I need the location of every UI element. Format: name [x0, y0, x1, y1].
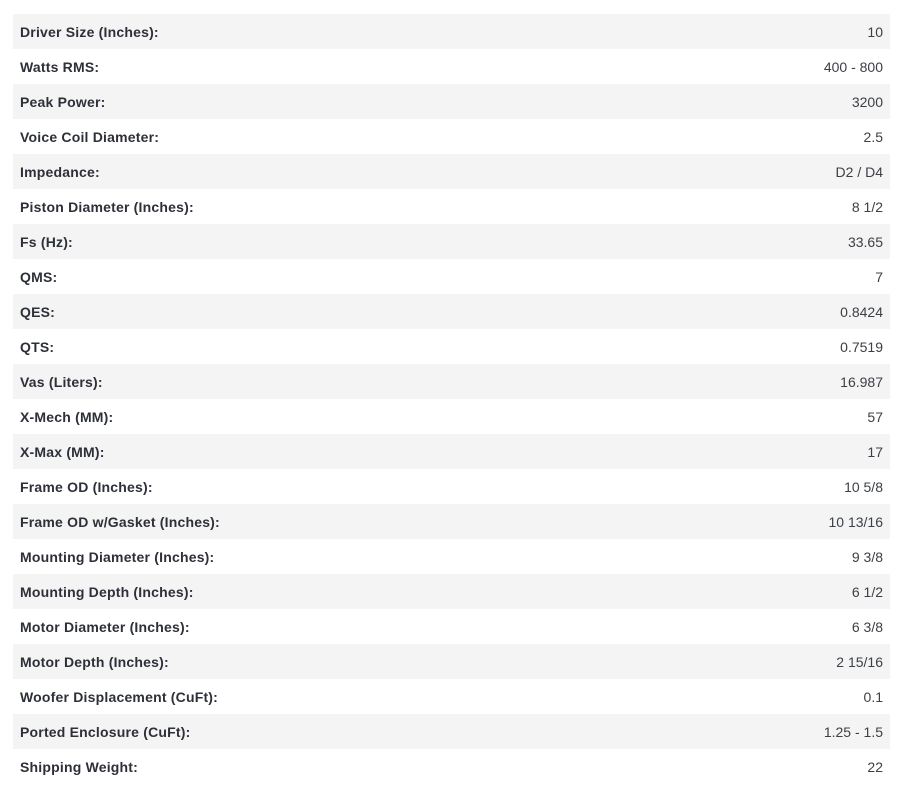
spec-label: QES: [20, 303, 56, 320]
spec-label: Driver Size (Inches): [20, 23, 159, 40]
spec-row-18 [13, 609, 890, 644]
spec-value: 57 [867, 408, 883, 425]
spec-row-2 [13, 49, 890, 84]
spec-label: X-Mech (MM): [20, 408, 114, 425]
spec-row-13 [13, 434, 890, 469]
spec-row-12 [13, 399, 890, 434]
spec-value: 0.8424 [840, 303, 883, 320]
spec-row-14 [13, 469, 890, 504]
spec-row-11 [13, 364, 890, 399]
spec-label: Motor Depth (Inches): [20, 653, 169, 670]
spec-label: Ported Enclosure (CuFt): [20, 723, 191, 740]
spec-row-17 [13, 574, 890, 609]
spec-value: D2 / D4 [835, 163, 883, 180]
spec-label: Piston Diameter (Inches): [20, 198, 194, 215]
spec-row-19 [13, 644, 890, 679]
spec-row-22 [13, 749, 890, 784]
spec-row-8 [13, 259, 890, 294]
spec-label: Voice Coil Diameter: [20, 128, 160, 145]
spec-row-9 [13, 294, 890, 329]
spec-label: Fs (Hz): [20, 233, 73, 250]
spec-value: 1.25 - 1.5 [823, 723, 883, 740]
spec-label: X-Max (MM): [20, 443, 105, 460]
spec-row-16 [13, 539, 890, 574]
spec-row-5 [13, 154, 890, 189]
spec-value: 2 15/16 [836, 653, 883, 670]
spec-value: 3200 [851, 93, 883, 110]
spec-row-21 [13, 714, 890, 749]
spec-label: Peak Power: [20, 93, 106, 110]
spec-value: 22 [867, 758, 883, 775]
spec-value: 6 3/8 [851, 618, 883, 635]
spec-label: Mounting Diameter (Inches): [20, 548, 215, 565]
spec-value: 400 - 800 [823, 58, 883, 75]
specifications-table [13, 14, 890, 784]
spec-row-15 [13, 504, 890, 539]
spec-row-7 [13, 224, 890, 259]
spec-value: 33.65 [847, 233, 883, 250]
spec-row-3 [13, 84, 890, 119]
spec-value: 17 [867, 443, 883, 460]
spec-value: 9 3/8 [851, 548, 883, 565]
spec-label: Frame OD w/Gasket (Inches): [20, 513, 220, 530]
spec-label: Vas (Liters): [20, 373, 103, 390]
spec-label: Impedance: [20, 163, 100, 180]
spec-label: Woofer Displacement (CuFt): [20, 688, 219, 705]
spec-label: QTS: [20, 338, 55, 355]
spec-value: 7 [875, 268, 883, 285]
spec-value: 6 1/2 [851, 583, 883, 600]
spec-value: 10 [867, 23, 883, 40]
spec-value: 8 1/2 [851, 198, 883, 215]
spec-row-4 [13, 119, 890, 154]
spec-label: Mounting Depth (Inches): [20, 583, 194, 600]
spec-value: 0.1 [863, 688, 883, 705]
spec-value: 16.987 [840, 373, 883, 390]
spec-row-20 [13, 679, 890, 714]
spec-row-10 [13, 329, 890, 364]
spec-label: Shipping Weight: [20, 758, 139, 775]
spec-label: Motor Diameter (Inches): [20, 618, 190, 635]
spec-label: QMS: [20, 268, 58, 285]
spec-row-6 [13, 189, 890, 224]
spec-value: 10 13/16 [828, 513, 883, 530]
spec-value: 10 5/8 [844, 478, 883, 495]
spec-label: Watts RMS: [20, 58, 100, 75]
spec-row-1 [13, 14, 890, 49]
spec-value: 2.5 [863, 128, 883, 145]
spec-label: Frame OD (Inches): [20, 478, 153, 495]
spec-value: 0.7519 [840, 338, 883, 355]
